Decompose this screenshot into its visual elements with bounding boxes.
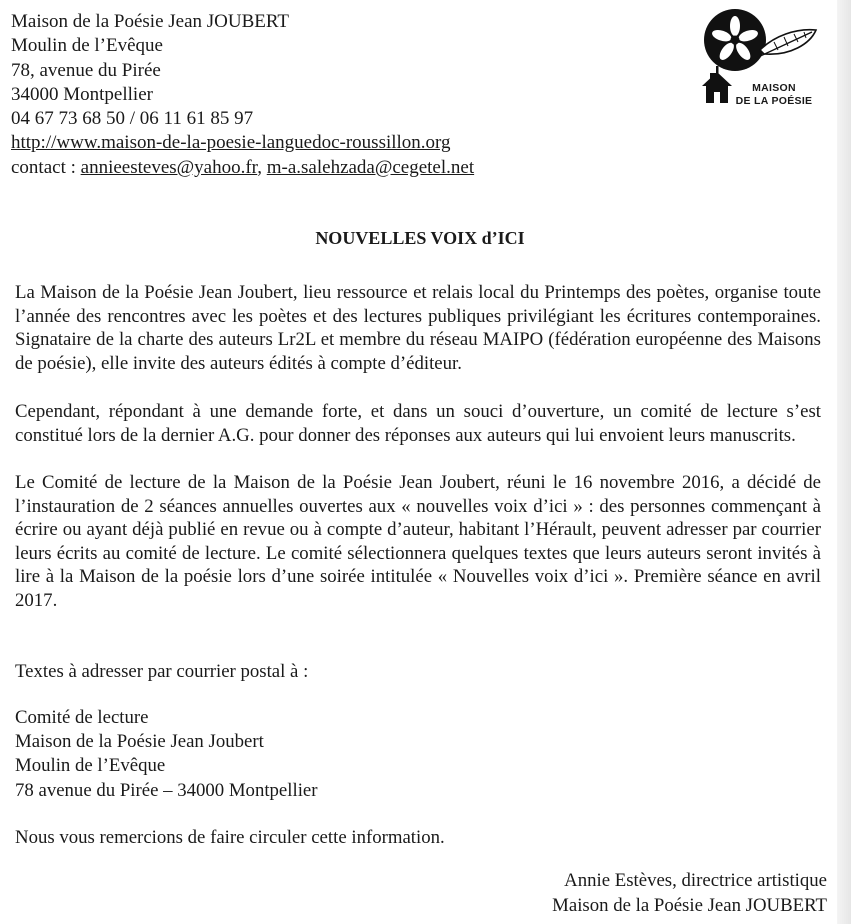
- contact-line: [11, 156, 474, 180]
- address-org: Maison de la Poésie Jean Joubert: [15, 731, 264, 753]
- logo-wordmark: [722, 82, 826, 108]
- paragraph-sessions: Le Comité de lecture de la Maison de la Poésie Jean Joubert, réuni le 16 novembre 2016, a décidé de l’instauration de 2 séances annuelles ouvertes aux « nouvelles voix d’ici » : des personnes commençant à écrire ou ayant déjà publié en revue ou à compte d’auteur, habitant l’Hérault, peuvent adresser par courrier leurs écrits au comité de lecture. Le comité sélectionnera quelques textes que leurs auteurs seront invités à lire à la Maison de la poésie lors d’une soirée intitulée « Nouvelles voix d’ici ». Première séance en avril 2017.: [15, 472, 821, 611]
- page-title: NOUVELLES VOIX d’ICI: [315, 228, 525, 248]
- email-separator: ,: [257, 156, 262, 178]
- address-line-3: 34000 Montpellier: [11, 83, 153, 105]
- email-link-2[interactable]: m-a.salehzada@cegetel.net: [266, 156, 475, 178]
- email-link-1[interactable]: annieesteves@yahoo.fr: [80, 156, 258, 178]
- address-recipient: Comité de lecture: [15, 707, 149, 728]
- sender-header: [11, 10, 474, 180]
- paragraph-committee: Cependant, répondant à une demande forte, et dans un souci d’ouverture, un comité de lecture s’est constitué lors de la dernier A.G. pour donner des réponses aux auteurs qui lui envoient leurs manuscrits.: [15, 401, 821, 446]
- paragraph-intro: La Maison de la Poésie Jean Joubert, lieu ressource et relais local du Printemps des poètes, organise toute l’année des rencontres avec les poètes et des lectures publiques privilégiant les écritures contemporaines. Signataire de la charte des auteurs Lr2L et membre du réseau MAIPO (fédération européenne des Maisons de poésie), elle invite des auteurs édités à compte d’éditeur.: [15, 282, 821, 374]
- closing-line: Nous vous remercions de faire circuler cette information.: [15, 827, 445, 848]
- postal-address: [15, 706, 318, 803]
- page-edge: [837, 0, 851, 924]
- address-line-1: Moulin de l’Evêque: [11, 35, 163, 57]
- logo-line-1: MAISON: [752, 82, 796, 94]
- address-street: Moulin de l’Evêque: [15, 755, 166, 777]
- paragraph-send-to: Textes à adresser par courrier postal à :: [15, 661, 309, 682]
- address-line-2: 78, avenue du Pirée: [11, 59, 161, 81]
- signature: [552, 869, 827, 918]
- contact-label: contact :: [11, 156, 76, 178]
- phone-numbers: 04 67 73 68 50 / 06 11 61 85 97: [11, 108, 254, 130]
- website-link[interactable]: http://www.maison-de-la-poesie-languedoc-roussillon.org: [11, 132, 451, 154]
- address-city: 78 avenue du Pirée – 34000 Montpellier: [15, 779, 318, 801]
- signature-name: Annie Estèves, directrice artistique: [564, 870, 827, 891]
- org-name: Maison de la Poésie Jean JOUBERT: [11, 11, 290, 32]
- signature-org: Maison de la Poésie Jean JOUBERT: [552, 894, 827, 916]
- logo-line-2: DE LA POÉSIE: [735, 95, 813, 107]
